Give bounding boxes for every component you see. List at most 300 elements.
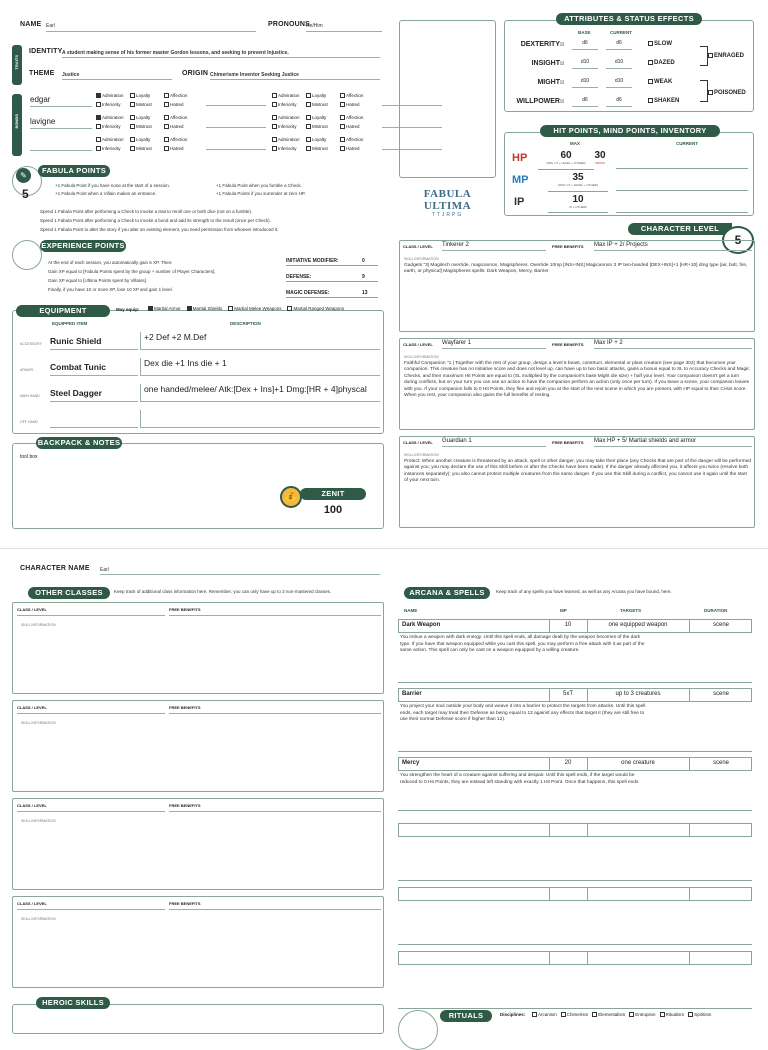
discipline-label: Entropism <box>635 1012 656 1017</box>
bond-checkbox[interactable] <box>306 137 311 142</box>
class-name-field[interactable] <box>17 713 165 714</box>
spell-header-row <box>398 951 752 965</box>
discipline-checkbox[interactable] <box>592 1012 597 1017</box>
bond-checkbox[interactable] <box>130 102 135 107</box>
bond-checkbox[interactable] <box>164 124 169 129</box>
spell-name-header: NAME <box>404 608 418 613</box>
equipment-item[interactable] <box>50 414 138 428</box>
bonds-tab <box>12 94 22 156</box>
hp-max[interactable] <box>538 150 594 170</box>
spell-entry <box>398 887 752 947</box>
class-name[interactable]: Tinkerer 2 <box>442 242 546 251</box>
enraged-label: ENRAGED <box>714 53 745 60</box>
bond-emotion-label: Loyalty <box>312 115 327 120</box>
bond-emotion[interactable] <box>306 124 328 129</box>
equipment-row <box>16 380 382 404</box>
equip-option[interactable] <box>228 306 281 311</box>
backpack-title: BACKPACK & NOTES <box>37 438 121 447</box>
xp-text-2: Gain XP equal to [Ultima Points spent by Villains]. <box>48 278 148 283</box>
attribute-name: INSIGHT <box>531 60 560 67</box>
bond-emotion[interactable] <box>272 93 300 98</box>
bond-checkbox[interactable] <box>306 102 311 107</box>
char-name-field[interactable]: Earl <box>100 567 380 575</box>
bond-emotion[interactable] <box>272 137 300 142</box>
free-benefits-header: FREE BENEFITS <box>552 244 584 249</box>
spell-targets[interactable]: one creature <box>621 760 655 766</box>
bond-emotion[interactable] <box>96 93 124 98</box>
free-benefits[interactable]: Max IP + 2/ Projects <box>594 242 752 251</box>
hp-current-header: CURRENT <box>676 141 698 146</box>
attribute-current[interactable]: d10 <box>606 78 632 88</box>
bond-emotion[interactable] <box>272 146 297 151</box>
spell-body[interactable] <box>398 965 752 1009</box>
spell-body[interactable] <box>398 771 752 811</box>
class-name-field[interactable] <box>17 909 165 910</box>
status-label: SLOW <box>654 41 672 48</box>
other-class-block <box>12 700 384 792</box>
bond-checkbox[interactable] <box>306 146 311 151</box>
hp-formula: (MIG x 5 + LEVEL + OTHER) <box>546 161 586 165</box>
equip-option-label: Martial Shields <box>192 306 223 311</box>
spell-mp[interactable]: 20 <box>564 760 572 766</box>
char-name-label: CHARACTER NAME <box>20 565 90 572</box>
bond-checkbox[interactable] <box>340 115 345 120</box>
status-label: DAZED <box>654 60 675 67</box>
status-checkbox[interactable] <box>648 79 653 84</box>
attribute-row <box>508 38 708 54</box>
bond-checkbox[interactable] <box>130 137 135 142</box>
free-benefits-field[interactable] <box>169 811 381 812</box>
bond-emotion[interactable] <box>164 137 187 142</box>
status-checkbox[interactable] <box>648 60 653 65</box>
discipline-label: Arcanism <box>538 1012 557 1017</box>
bond-emotion[interactable] <box>130 115 150 120</box>
bond-checkbox[interactable] <box>96 146 101 151</box>
bond-emotion[interactable] <box>96 146 121 151</box>
bond-checkbox[interactable] <box>96 124 101 129</box>
xp-circle[interactable] <box>12 240 42 270</box>
spell-description[interactable]: You project your soul outside your body and weave it into a barrier to protect the targets from attacks. Until this spell ends, each target may treat their Defense as being equal to 12 against any effects that target it (they are still free to use their normal Defense score if higher than 12). <box>400 704 646 723</box>
attribute-name: MIGHT <box>537 79 560 86</box>
equipment-item[interactable]: Combat Tunic <box>50 362 138 376</box>
bond-emotion[interactable] <box>130 146 152 151</box>
die-icon: ⚄ <box>560 99 565 105</box>
status-effect[interactable] <box>648 98 679 104</box>
spell-cell-divider <box>689 824 690 836</box>
status-effect[interactable] <box>648 41 672 47</box>
spell-body[interactable] <box>398 633 752 683</box>
spell-description[interactable]: You imbue a weapon with dark energy. Until this spell ends, all damage dealt by the weapon becomes of the dark type. If you have that weapon equipped while you cast this spell, you may perform a free attack with it as part of the same action. This spell can only be cast on a weapon equipped by a willing creature. <box>400 635 645 654</box>
bond-emotion[interactable] <box>96 102 121 107</box>
bond-emotion[interactable] <box>340 124 360 129</box>
bond-emotion-label: Admiration <box>102 137 124 142</box>
discipline[interactable] <box>688 1012 711 1017</box>
rituals-title: RITUALS <box>440 1010 492 1022</box>
bond-emotion[interactable] <box>306 137 326 142</box>
name-field[interactable]: Earl <box>46 23 256 32</box>
name-label: NAME <box>20 21 42 28</box>
magic-defense-value[interactable]: 13 <box>362 286 378 298</box>
discipline-label: Ritualism <box>665 1012 685 1017</box>
bond-checkbox[interactable] <box>272 137 277 142</box>
class-name-field[interactable] <box>17 811 165 812</box>
equip-option-checkbox[interactable] <box>228 306 233 311</box>
heroic-title: HEROIC SKILLS <box>36 997 110 1009</box>
bond-emotion-label: Hatred <box>346 146 360 151</box>
fabula-gain-3: +1 Fabula Points if you surrender at zero HP. <box>216 191 306 196</box>
spell-duration-header: DURATION <box>704 608 728 613</box>
free-benefits-header: FREE BENEFITS <box>169 607 201 612</box>
discipline[interactable] <box>592 1012 625 1017</box>
spell-mp[interactable]: 5xT <box>562 691 573 697</box>
fabula-gain-2: +1 Fabula Point when you fumble a Check. <box>216 183 302 188</box>
equipment-description[interactable]: one handed/melee/ Atk:[Dex + Ins]+1 Dmg:[HR + 4]physcal <box>140 384 380 402</box>
bond-name[interactable]: edgar <box>30 95 92 107</box>
bond-emotion-label: Mistrust <box>136 124 152 129</box>
spell-targets[interactable]: one equipped weapon <box>608 622 668 628</box>
bond-emotion[interactable] <box>340 115 363 120</box>
traits-tab-label: TRAITS <box>14 55 19 70</box>
char-level-value[interactable]: 5 <box>722 226 754 254</box>
bond-emotion-label: Hatred <box>170 102 184 107</box>
discipline-checkbox[interactable] <box>660 1012 665 1017</box>
bond-checkbox[interactable] <box>96 137 101 142</box>
spell-body[interactable] <box>398 702 752 752</box>
bond-emotion[interactable] <box>272 102 297 107</box>
spell-mp-header: MP <box>560 608 567 613</box>
ip-max[interactable] <box>548 194 608 213</box>
attribute-base[interactable]: d6 <box>572 97 598 107</box>
bond-checkbox[interactable] <box>130 93 135 98</box>
bond-checkbox[interactable] <box>306 93 311 98</box>
equipment-slot: MAIN HAND <box>20 394 40 398</box>
bond-emotion-label: Affection <box>346 115 364 120</box>
bond-checkbox[interactable] <box>272 93 277 98</box>
bond-checkbox[interactable] <box>96 93 101 98</box>
skill-info[interactable]: Protect: When another creature is threatened by an attack, spell or other danger, you may take their place (any Checks that are part of the danger will be performed against you; you may declare the use of this Skill before or after the Checks have been made). If the danger already affected you, it affects you twice (resolve both instances separately); you also cannot protect multiple creatures from the same danger. If you use this Skill during a conflict, you cannot use it again until the start of your next turn. <box>404 459 751 484</box>
status-effect[interactable] <box>648 79 672 85</box>
poisoned-checkbox[interactable] <box>708 90 713 95</box>
skill-info[interactable]: Faithful Companion "1 | Together with the rest of your group, design a level 5 beast, construct, elemental or plant creature (see page 302) that becomes your companion. This creature has no Initiative score and does not level up, can have up to two basic attacks, gains a bonus equal to SL to Accuracy Checks and Magic Checks, and their maximum Hit Points are equal to (SL multiplied by the companion's base Might die size) + half your level. Your companion doesn't get a turn during conflicts, but on your turn you can use an action to have the companion perform an action (only once per turn). If you leave a scene, your companion leaves with you. If your companion falls to 0 Hit Points, they flee and rejoin you at the start of the next scene in which you are present, with HP equal to their Crisis score. When you rest, your companion also gains the full benefits of resting. <box>404 361 750 399</box>
equip-option[interactable] <box>148 306 181 311</box>
bond-checkbox[interactable] <box>306 115 311 120</box>
class-level-header: CLASS / LEVEL <box>403 342 433 347</box>
spell-duration[interactable]: scene <box>712 760 729 766</box>
bond-emotion-label: Affection <box>346 137 364 142</box>
discipline[interactable] <box>660 1012 685 1017</box>
bond-emotion-label: Hatred <box>170 124 184 129</box>
die-icon: ⚄ <box>560 42 565 48</box>
bond-emotion-label: Inferiority <box>278 146 297 151</box>
attribute-row <box>508 95 708 111</box>
other-class-block <box>12 896 384 988</box>
spell-description[interactable]: You strengthen the heart of a creature against suffering and despair. Until this spell ends, if the target would be reduced to 0 Hit Points, they are instead left standing with exactly 1 Hit Point. Once that happens, this spell ends <box>400 773 639 785</box>
bond-emotion[interactable] <box>96 124 121 129</box>
attribute-base[interactable]: d6 <box>572 40 598 50</box>
mp-current-line[interactable] <box>616 190 748 191</box>
bond-emotion[interactable] <box>96 115 124 120</box>
poisoned-bracket <box>700 80 708 102</box>
spell-duration[interactable]: scene <box>712 622 729 628</box>
xp-text-3: Finally, if you have 10 or more XP, lose 10 XP and gain 1 level. <box>48 287 173 292</box>
logo-subtext: TTJRPG <box>431 212 464 218</box>
spell-header-row <box>398 688 752 702</box>
initiative-label: INITIATIVE MODIFIER: <box>286 254 362 266</box>
bond-emotion[interactable] <box>164 146 184 151</box>
discipline-label: Spiritism <box>694 1012 712 1017</box>
fabula-value[interactable]: 5 <box>22 187 29 201</box>
class-name-field[interactable] <box>17 615 165 616</box>
class-name[interactable]: Guardian 1 <box>442 438 546 447</box>
bond-emotion[interactable] <box>96 137 124 142</box>
bond-emotion[interactable] <box>340 102 360 107</box>
bond-checkbox[interactable] <box>130 146 135 151</box>
class-name[interactable]: Wayfarer 1 <box>442 340 546 349</box>
status-checkbox[interactable] <box>648 41 653 46</box>
spell-targets-header: TARGETS <box>620 608 642 613</box>
equipment-slot: ACCESSORY <box>20 342 42 346</box>
equip-option-label: Martial Melee Weapons <box>234 306 282 311</box>
spell-entry <box>398 757 752 811</box>
equip-option[interactable] <box>287 306 344 311</box>
bond-checkbox[interactable] <box>96 115 101 120</box>
mp-max[interactable] <box>548 172 608 192</box>
bond-strength-line[interactable] <box>206 149 266 150</box>
mp-max-value: 35 <box>572 172 584 183</box>
fabula-spend-0: Spend 1 Fabula Point after performing a Check to invoke a trait to reroll one or both dice (not on a fumble). <box>40 209 253 214</box>
max-header: MAX <box>570 141 580 146</box>
identity-field[interactable]: A student making sense of his former master Gordon lessons, and seeking to prevent Injustice. <box>62 50 380 58</box>
crisis-label: CRISIS <box>594 161 605 165</box>
discipline[interactable] <box>561 1012 589 1017</box>
bond-emotion[interactable] <box>306 93 326 98</box>
bond-checkbox[interactable] <box>164 146 169 151</box>
bond-emotion[interactable] <box>272 124 297 129</box>
origin-label: ORIGIN <box>182 70 209 77</box>
enraged-checkbox[interactable] <box>708 53 713 58</box>
bond-emotion[interactable] <box>130 124 152 129</box>
discipline[interactable] <box>629 1012 655 1017</box>
equipment-description[interactable]: Dex die +1 Ins die + 1 <box>140 358 380 376</box>
spell-header-row <box>398 887 752 901</box>
bond-emotion-label: Loyalty <box>312 93 327 98</box>
bond-emotion[interactable] <box>164 115 187 120</box>
spell-name[interactable]: Barrier <box>402 691 422 697</box>
may-equip-label: May equip: <box>116 307 140 312</box>
discipline[interactable] <box>532 1012 557 1017</box>
theme-field[interactable]: Justice <box>62 72 172 80</box>
portrait-frame[interactable] <box>399 20 496 178</box>
discipline-checkbox[interactable] <box>688 1012 693 1017</box>
spell-cell-divider <box>587 952 588 964</box>
ip-formula: (6 + OTHER) <box>569 205 587 209</box>
bond-checkbox[interactable] <box>340 102 345 107</box>
rituals-circle <box>398 1010 438 1050</box>
bond-emotion[interactable] <box>306 146 328 151</box>
bond-checkbox[interactable] <box>272 146 277 151</box>
status-checkbox[interactable] <box>648 98 653 103</box>
bond-emotion-label: Mistrust <box>136 146 152 151</box>
equip-option-checkbox[interactable] <box>148 306 153 311</box>
ip-label: IP <box>514 196 525 208</box>
bond-name[interactable] <box>30 139 92 151</box>
spell-cell-divider <box>689 888 690 900</box>
bond-strength-line[interactable] <box>206 127 266 128</box>
class-level-header: CLASS / LEVEL <box>17 803 47 808</box>
bond-emotion-label: Affection <box>170 93 188 98</box>
poisoned-label: POISONED <box>714 90 746 97</box>
spell-entry <box>398 619 752 683</box>
bond-strength-line[interactable] <box>206 105 266 106</box>
free-benefits[interactable]: Max HP + 5/ Martial shields and armor <box>594 438 752 447</box>
hp-current-value: 30 <box>594 150 606 161</box>
hp-current-line[interactable] <box>616 168 748 169</box>
equipment-item[interactable]: Runic Shield <box>50 336 138 350</box>
bond-emotion-label: Inferiority <box>102 146 121 151</box>
attribute-row <box>508 76 708 92</box>
bond-emotion[interactable] <box>340 146 360 151</box>
free-benefits-field[interactable] <box>169 909 381 910</box>
spell-name[interactable]: Dark Weapon <box>402 622 441 628</box>
spell-name[interactable]: Mercy <box>402 760 420 766</box>
equipment-item[interactable]: Steel Dagger <box>50 388 138 402</box>
equipment-description[interactable] <box>140 410 380 428</box>
bond-emotion[interactable] <box>164 93 187 98</box>
poisoned-status[interactable] <box>708 90 746 96</box>
bond-emotion-label: Loyalty <box>312 137 327 142</box>
initiative-value[interactable]: 0 <box>362 254 378 266</box>
bond-emotion[interactable] <box>130 93 150 98</box>
skill-info-header: SKILL INFORMATION <box>21 721 56 725</box>
bond-emotion[interactable] <box>306 115 326 120</box>
bond-emotion-label: Loyalty <box>136 115 151 120</box>
attribute-current[interactable]: d10 <box>606 59 632 69</box>
free-benefits-field[interactable] <box>169 713 381 714</box>
enraged-status[interactable] <box>708 53 744 59</box>
bond-checkbox[interactable] <box>164 102 169 107</box>
spell-mp[interactable]: 10 <box>564 622 572 628</box>
spell-targets[interactable]: up to 3 creatures <box>615 691 661 697</box>
bond-emotion-label: Mistrust <box>136 102 152 107</box>
bond-emotion[interactable] <box>130 102 152 107</box>
attribute-current[interactable]: d6 <box>606 97 632 107</box>
discipline-checkbox[interactable] <box>561 1012 566 1017</box>
attribute-current[interactable]: d6 <box>606 40 632 50</box>
bond-checkbox[interactable] <box>130 124 135 129</box>
bond-name[interactable]: lavigne <box>30 117 92 129</box>
other-classes-title: OTHER CLASSES <box>28 587 110 599</box>
bond-checkbox[interactable] <box>164 115 169 120</box>
free-benefits-header: FREE BENEFITS <box>552 440 584 445</box>
other-class-block <box>12 602 384 694</box>
zenit-value[interactable]: 100 <box>323 504 343 516</box>
equipment-row <box>16 354 382 378</box>
equip-option-checkbox[interactable] <box>187 306 192 311</box>
bonds-section <box>30 93 380 157</box>
die-icon: ⚄ <box>560 80 565 86</box>
hp-current[interactable] <box>588 150 612 170</box>
status-effect[interactable] <box>648 60 675 66</box>
skill-info[interactable]: Gadgets "3| Magitech override, magicannon, Magispheres. Override 10mp [INS+INS] Magicannon 3 IP two-handed [DEX+INS]+1 [HR+10] dmg type [air, bolt, fire, earth, or physical] Magispheres spells: Dark Weapon, Mercy, Barrier <box>404 263 748 275</box>
arcana-title: ARCANA & SPELLS <box>404 587 490 599</box>
bond-emotion-label: Hatred <box>170 146 184 151</box>
spell-body[interactable] <box>398 901 752 945</box>
bond-emotion-label: Inferiority <box>278 102 297 107</box>
bond-checkbox[interactable] <box>272 115 277 120</box>
bond-checkbox[interactable] <box>164 93 169 98</box>
bond-emotion-label: Hatred <box>346 102 360 107</box>
free-benefits-header: FREE BENEFITS <box>169 705 201 710</box>
origin-field[interactable]: Chimerisme Inventor Seeking Justice <box>210 72 380 80</box>
spell-entry <box>398 951 752 1011</box>
bond-checkbox[interactable] <box>340 146 345 151</box>
attribute-base[interactable]: d10 <box>572 78 598 88</box>
bond-checkbox[interactable] <box>96 102 101 107</box>
bond-checkbox[interactable] <box>306 124 311 129</box>
bond-emotion-label: Affection <box>170 115 188 120</box>
bond-checkbox[interactable] <box>272 102 277 107</box>
attribute-name: WILLPOWER <box>516 98 560 105</box>
backpack-notes[interactable]: tool box <box>20 454 38 460</box>
spell-body[interactable] <box>398 837 752 881</box>
bond-emotion[interactable] <box>306 102 328 107</box>
free-benefits-field[interactable] <box>169 615 381 616</box>
discipline-checkbox[interactable] <box>629 1012 634 1017</box>
ip-current-line[interactable] <box>616 212 748 213</box>
bond-emotion[interactable] <box>164 124 184 129</box>
fabula-spend-1: Spend 1 Fabula Point after performing a Check to invoke a bond and add its strength to the result (once per Check). <box>40 218 271 223</box>
skill-info-header: SKILL INFORMATION <box>404 257 439 261</box>
description-header: DESCRIPTION <box>230 321 261 326</box>
free-benefits[interactable]: Max IP + 2 <box>594 340 752 349</box>
bond-checkbox[interactable] <box>340 137 345 142</box>
bond-checkbox[interactable] <box>340 124 345 129</box>
bond-emotion[interactable] <box>130 137 150 142</box>
bond-emotion-label: Admiration <box>278 115 300 120</box>
bond-emotion[interactable] <box>164 102 184 107</box>
discipline-checkbox[interactable] <box>532 1012 537 1017</box>
mp-formula: (WLP x 5 + LEVEL + OTHER) <box>558 183 598 187</box>
bond-emotion[interactable] <box>340 137 363 142</box>
class-block <box>399 240 755 332</box>
status-label: SHAKEN <box>654 98 680 105</box>
bond-emotion[interactable] <box>272 115 300 120</box>
bond-checkbox[interactable] <box>272 124 277 129</box>
pronouns-field[interactable]: He/Him <box>306 23 382 32</box>
equip-option[interactable] <box>187 306 223 311</box>
defense-value[interactable]: 9 <box>362 270 378 282</box>
bond-emotion-label: Affection <box>170 137 188 142</box>
class-block <box>399 436 755 528</box>
spell-cell-divider <box>689 952 690 964</box>
bond-emotion-label: Inferiority <box>278 124 297 129</box>
free-benefits-header: FREE BENEFITS <box>552 342 584 347</box>
spell-duration[interactable]: scene <box>712 691 729 697</box>
fabula-gain-left <box>55 182 205 198</box>
bond-checkbox[interactable] <box>340 93 345 98</box>
attribute-base[interactable]: d10 <box>572 59 598 69</box>
bond-emotion-label: Affection <box>346 93 364 98</box>
bond-emotion[interactable] <box>340 93 363 98</box>
equip-options <box>148 306 350 311</box>
bond-checkbox[interactable] <box>164 137 169 142</box>
discipline-label: Elementalism <box>598 1012 626 1017</box>
equipment-description[interactable]: +2 Def +2 M.Def <box>140 332 380 350</box>
bonds-tab-label: BONDS <box>14 114 19 129</box>
bond-checkbox[interactable] <box>130 115 135 120</box>
spell-header-row <box>398 619 752 633</box>
equip-option-checkbox[interactable] <box>287 306 292 311</box>
